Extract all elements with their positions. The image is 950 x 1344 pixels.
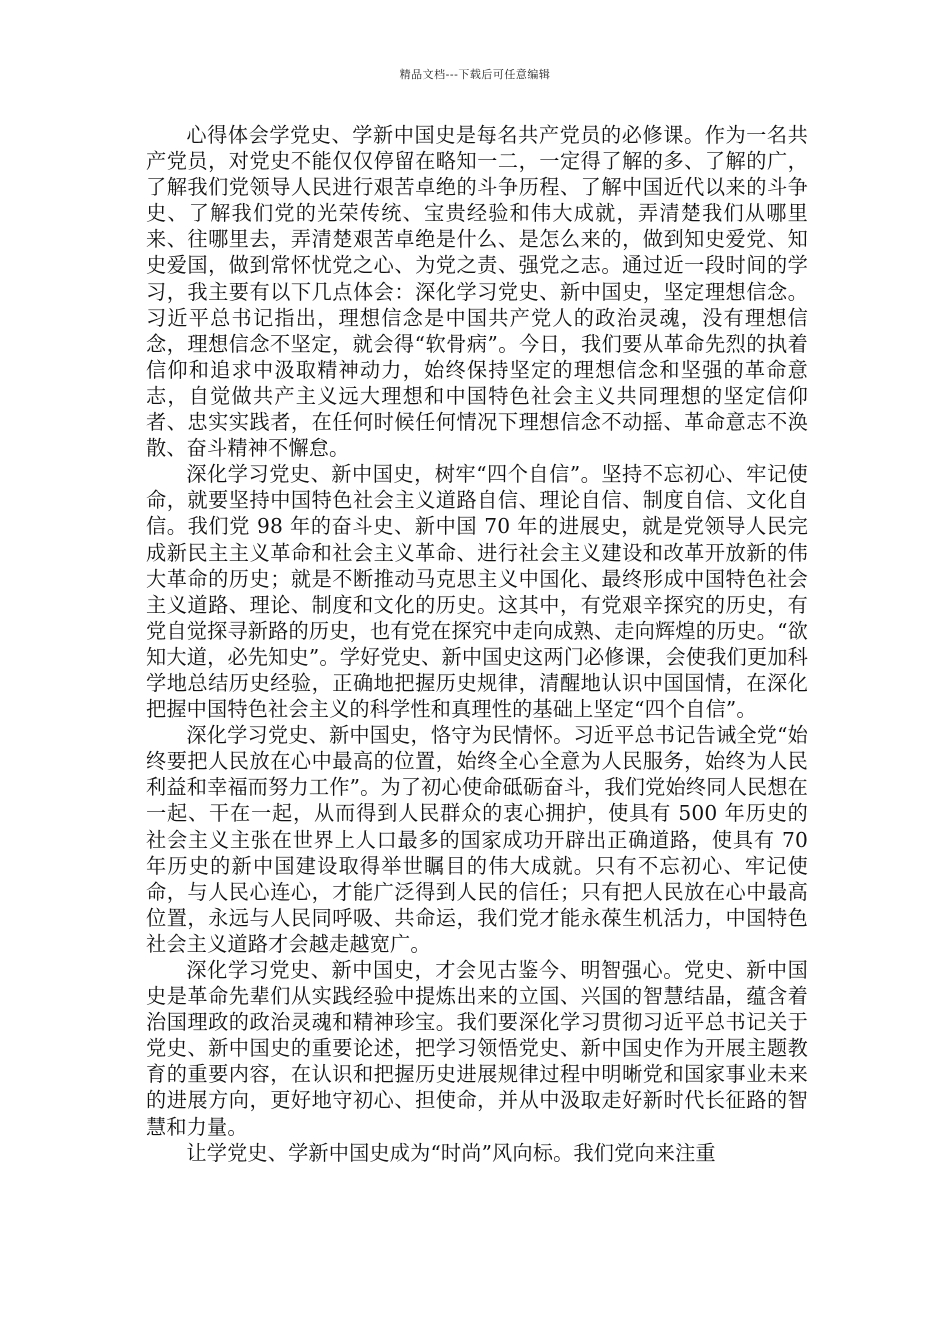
paragraph-4: 深化学习党史、新中国史，才会见古鉴今、明智强心。党史、新中国史是革命先辈们从实践经验中提炼出来的立国、兴国的智慧结晶，蕴含着治国理政的政治灵魂和精神珍宝。我们要深化学习贯彻习近平总书记关于党史、新中国史的重要论述，把学习领悟党史、新中国史作为开展主题教育的重要内容，在认识和把握历史进展规律过程中明晰党和国家事业未来的进展方向，更好地守初心、担使命，并从中汲取走好新时代长征路的智慧和力量。 <box>146 958 808 1139</box>
document-body <box>146 122 808 1166</box>
page-header: 精品文档---下载后可任意编辑 <box>399 68 551 81</box>
paragraph-1: 心得体会学党史、学新中国史是每名共产党员的必修课。作为一名共产党员，对党史不能仅仅停留在略知一二，一定得了解的多、了解的广，了解我们党领导人民进行艰苦卓绝的斗争历程、了解中国近代以来的斗争史、了解我们党的光荣传统、宝贵经验和伟大成就，弄清楚我们从哪里来、往哪里去，弄清楚艰苦卓绝是什么、是怎么来的，做到知史爱党、知史爱国，做到常怀忧党之心、为党之责、强党之志。通过近一段时间的学习，我主要有以下几点体会：深化学习党史、新中国史，坚定理想信念。习近平总书记指出，理想信念是中国共产党人的政治灵魂，没有理想信念，理想信念不坚定，就会得“软骨病”。今日，我们要从革命先烈的执着信仰和追求中汲取精神动力，始终保持坚定的理想信念和坚强的革命意志，自觉做共产主义远大理想和中国特色社会主义共同理想的坚定信仰者、忠实实践者，在任何时候任何情况下理想信念不动摇、革命意志不涣散、奋斗精神不懈怠。 <box>146 123 808 461</box>
paragraph-5: 让学党史、学新中国史成为“时尚”风向标。我们党向来注重 <box>186 1140 716 1165</box>
paragraph-3: 深化学习党史、新中国史，恪守为民情怀。习近平总书记告诫全党“始终要把人民放在心中最高的位置，始终全心全意为人民服务，始终为人民利益和幸福而努力工作”。为了初心使命砥砺奋斗，我们党始终同人民想在一起、干在一起，从而得到人民群众的衷心拥护，使具有 500 年历史的社会主义主张在世界上人口最多的国家成功开辟出正确道路，使具有 70 年历史的新中国建设取得举世瞩目的伟大成就。只有不忘初心、牢记使命，与人民心连心，才能广泛得到人民的信任；只有把人民放在心中最高位置，永远与人民同呼吸、共命运，我们党才能永葆生机活力，中国特色社会主义道路才会越走越宽广。 <box>146 723 808 956</box>
paragraph-2: 深化学习党史、新中国史，树牢“四个自信”。坚持不忘初心、牢记使命，就要坚持中国特色社会主义道路自信、理论自信、制度自信、文化自信。我们党 98 年的奋斗史、新中国 70 年的进展史，就是党领导人民完成新民主主义革命和社会主义革命、进行社会主义建设和改革开放新的伟大革命的历史；就是不断推动马克思主义中国化、最终形成中国特色社会主义道路、理论、制度和文化的历史。这其中，有党艰辛探究的历史，有党自觉探寻新路的历史，也有党在探究中走向成熟、走向辉煌的历史。“欲知大道，必先知史”。学好党史、新中国史这两门必修课，会使我们更加科学地总结历史经验，正确地把握历史规律，清醒地认识中国国情，在深化把握中国特色社会主义的科学性和真理性的基础上坚定“四个自信”。 <box>146 462 808 722</box>
